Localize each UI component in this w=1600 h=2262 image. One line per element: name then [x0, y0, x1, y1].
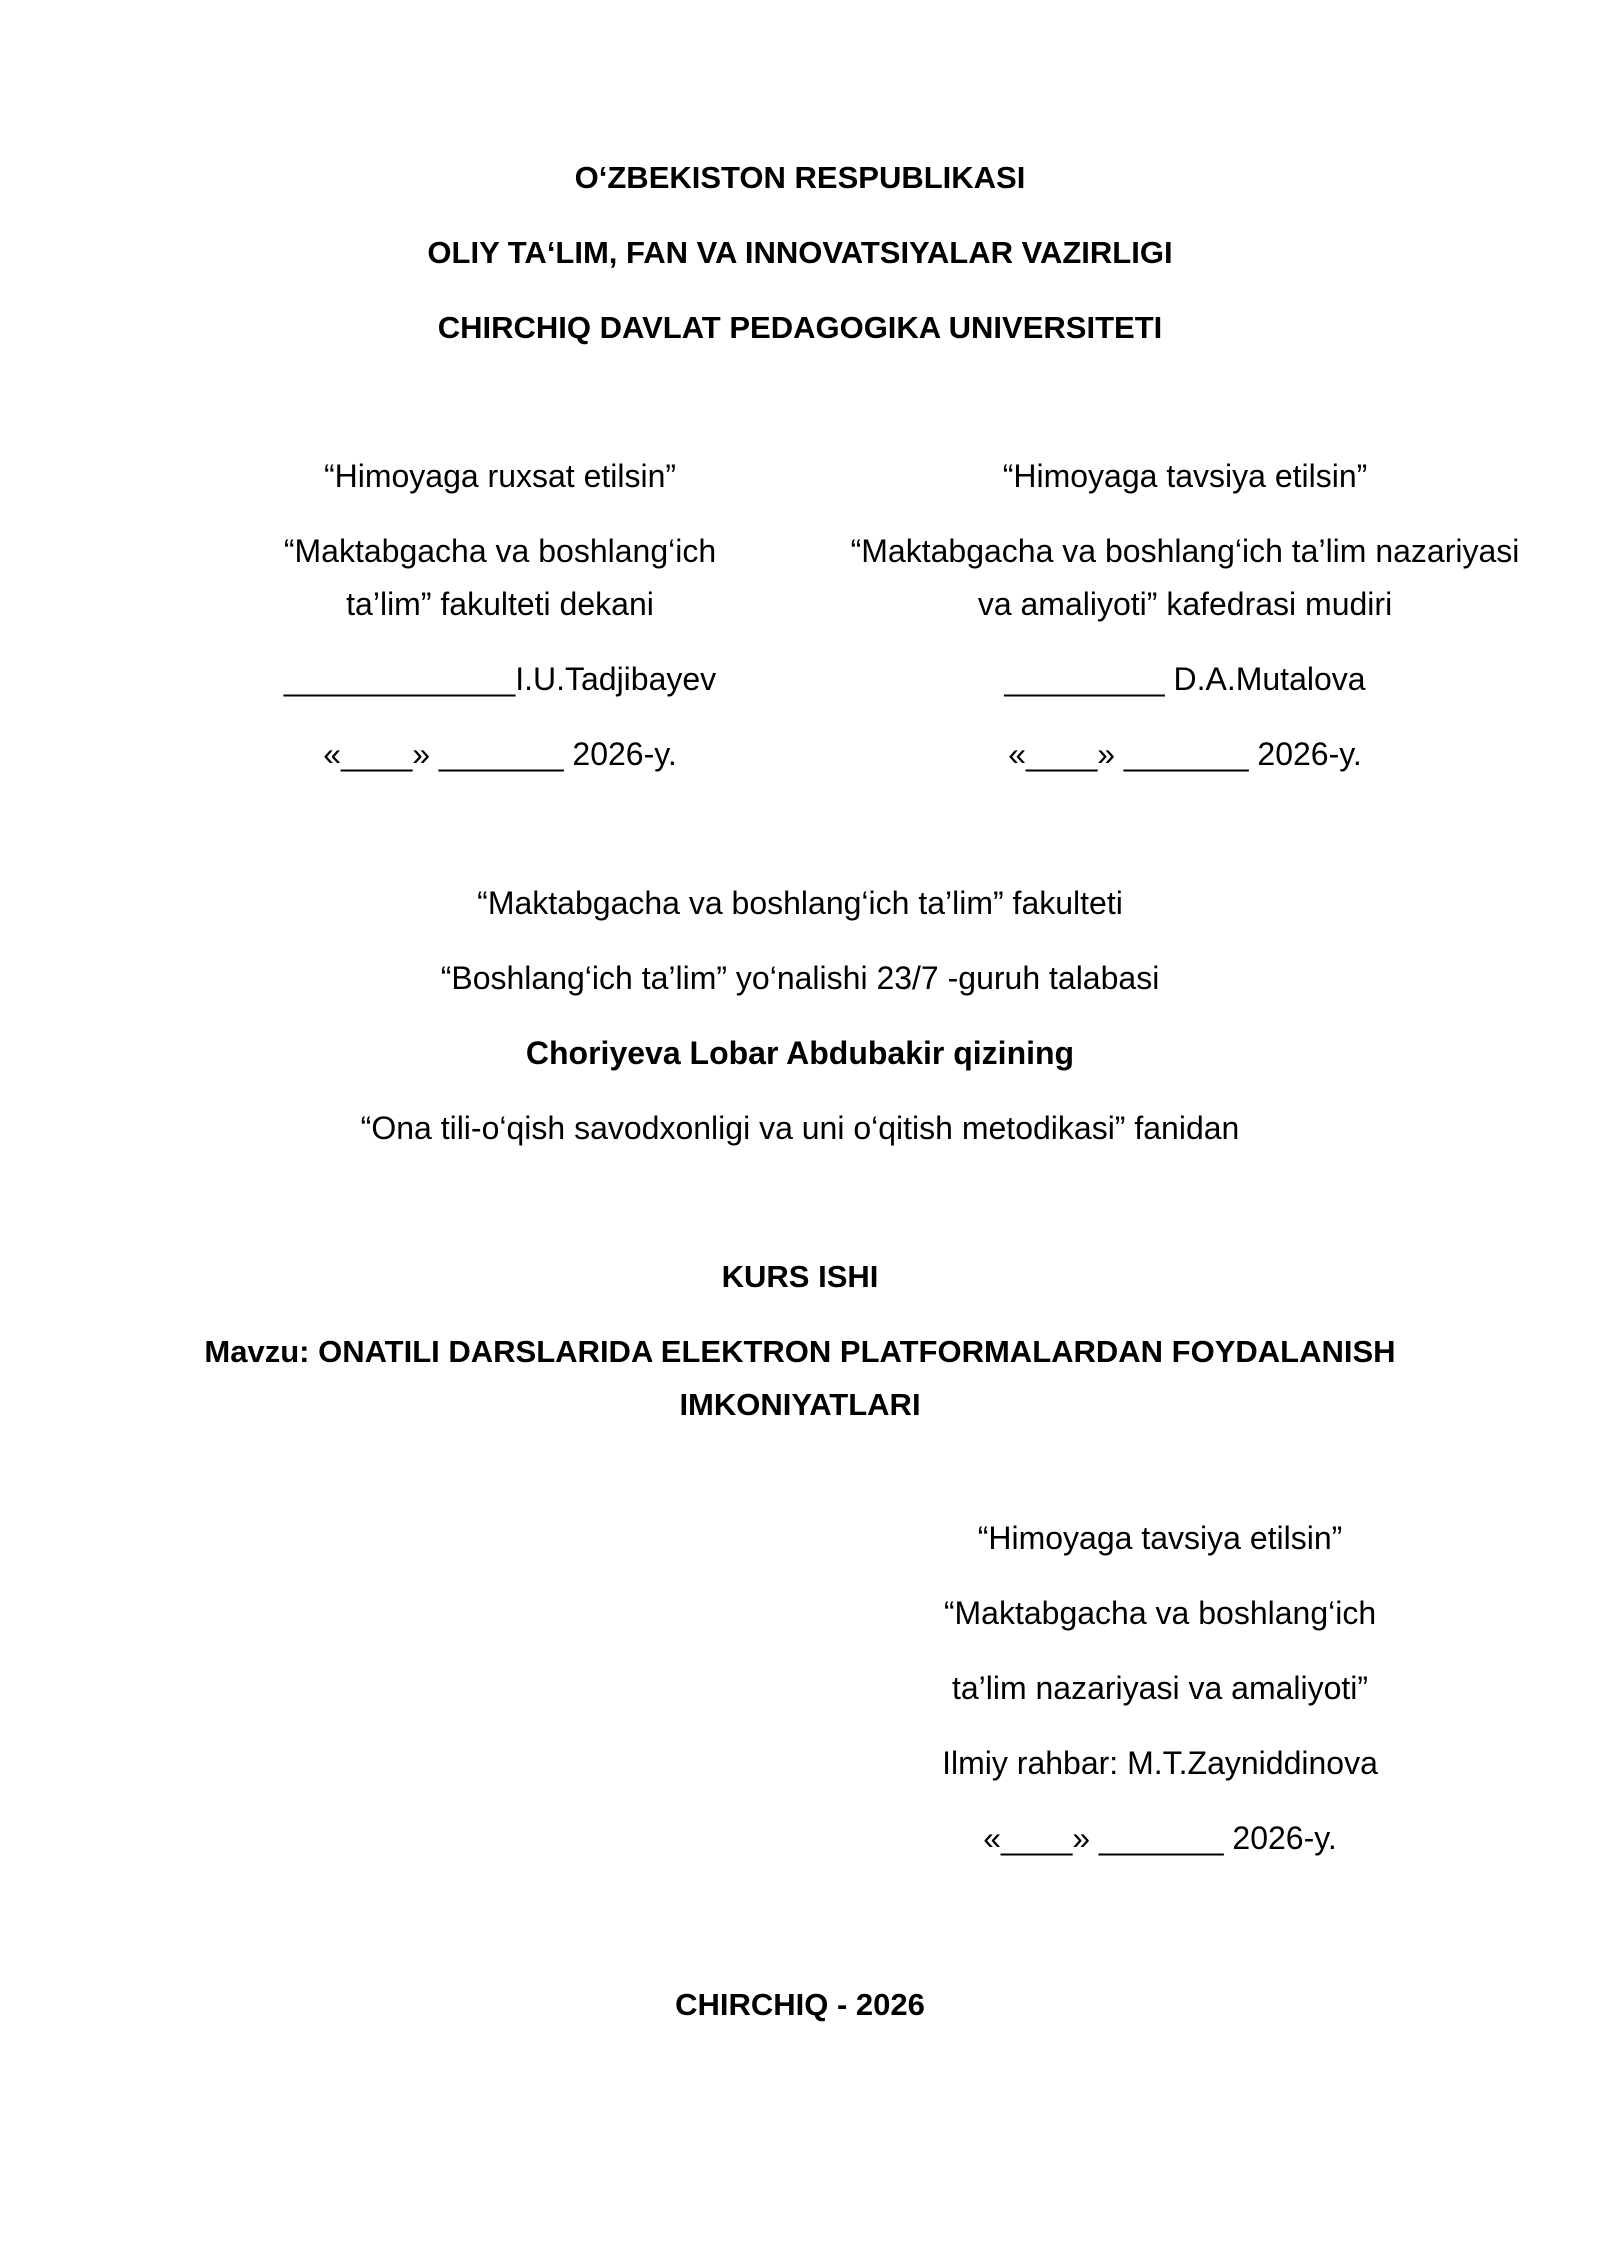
- approval-right-date: «____» _______ 2026-y.: [1008, 736, 1362, 772]
- ministry-heading: OLIY TA‘LIM, FAN VA INNOVATSIYALAR VAZIRLIGI: [427, 235, 1173, 270]
- supervisor-line2: ta’lim nazariyasi va amaliyoti”: [951, 1670, 1369, 1706]
- work-topic-line1: Mavzu: ONATILI DARSLARIDA ELEKTRON PLATFORMALARDAN FOYDALANISH: [204, 1334, 1396, 1369]
- approval-right-role-line2: va amaliyoti” kafedrasi mudiri: [977, 586, 1393, 622]
- approval-right-title: “Himoyaga tavsiya etilsin”: [1002, 458, 1368, 494]
- approval-left-role-line1: “Maktabgacha va boshlang‘ich: [283, 533, 717, 569]
- approval-left-title: “Himoyaga ruxsat etilsin”: [323, 458, 677, 494]
- approval-right-signature: _________ D.A.Mutalova: [1004, 661, 1366, 697]
- footer-place-year: CHIRCHIQ - 2026: [675, 1987, 925, 2022]
- university-heading: CHIRCHIQ DAVLAT PEDAGOGIKA UNIVERSITETI: [437, 310, 1163, 345]
- student-direction: “Boshlang‘ich ta’lim” yo‘nalishi 23/7 -guruh talabasi: [440, 960, 1160, 996]
- approval-right-role-line1: “Maktabgacha va boshlang‘ich ta’lim nazariyasi: [850, 533, 1520, 569]
- approval-left-role-line2: ta’lim” fakulteti dekani: [346, 586, 654, 622]
- student-name: Choriyeva Lobar Abdubakir qizining: [525, 1035, 1075, 1071]
- country-heading: O‘ZBEKISTON RESPUBLIKASI: [574, 160, 1026, 195]
- work-topic-line2: IMKONIYATLARI: [679, 1387, 921, 1422]
- supervisor-date: «____» _______ 2026-y.: [983, 1820, 1337, 1856]
- approval-left-date: «____» _______ 2026-y.: [323, 736, 677, 772]
- supervisor-title: “Himoyaga tavsiya etilsin”: [977, 1520, 1343, 1556]
- student-faculty: “Maktabgacha va boshlang‘ich ta’lim” fakulteti: [477, 885, 1123, 921]
- approval-left-signature: _____________I.U.Tadjibayev: [283, 661, 717, 697]
- supervisor-line1: “Maktabgacha va boshlang‘ich: [943, 1595, 1377, 1631]
- work-type: KURS ISHI: [721, 1259, 879, 1294]
- student-subject: “Ona tili-o‘qish savodxonligi va uni o‘qitish metodikasi” fanidan: [360, 1110, 1240, 1146]
- supervisor-advisor: Ilmiy rahbar: M.T.Zayniddinova: [942, 1745, 1378, 1781]
